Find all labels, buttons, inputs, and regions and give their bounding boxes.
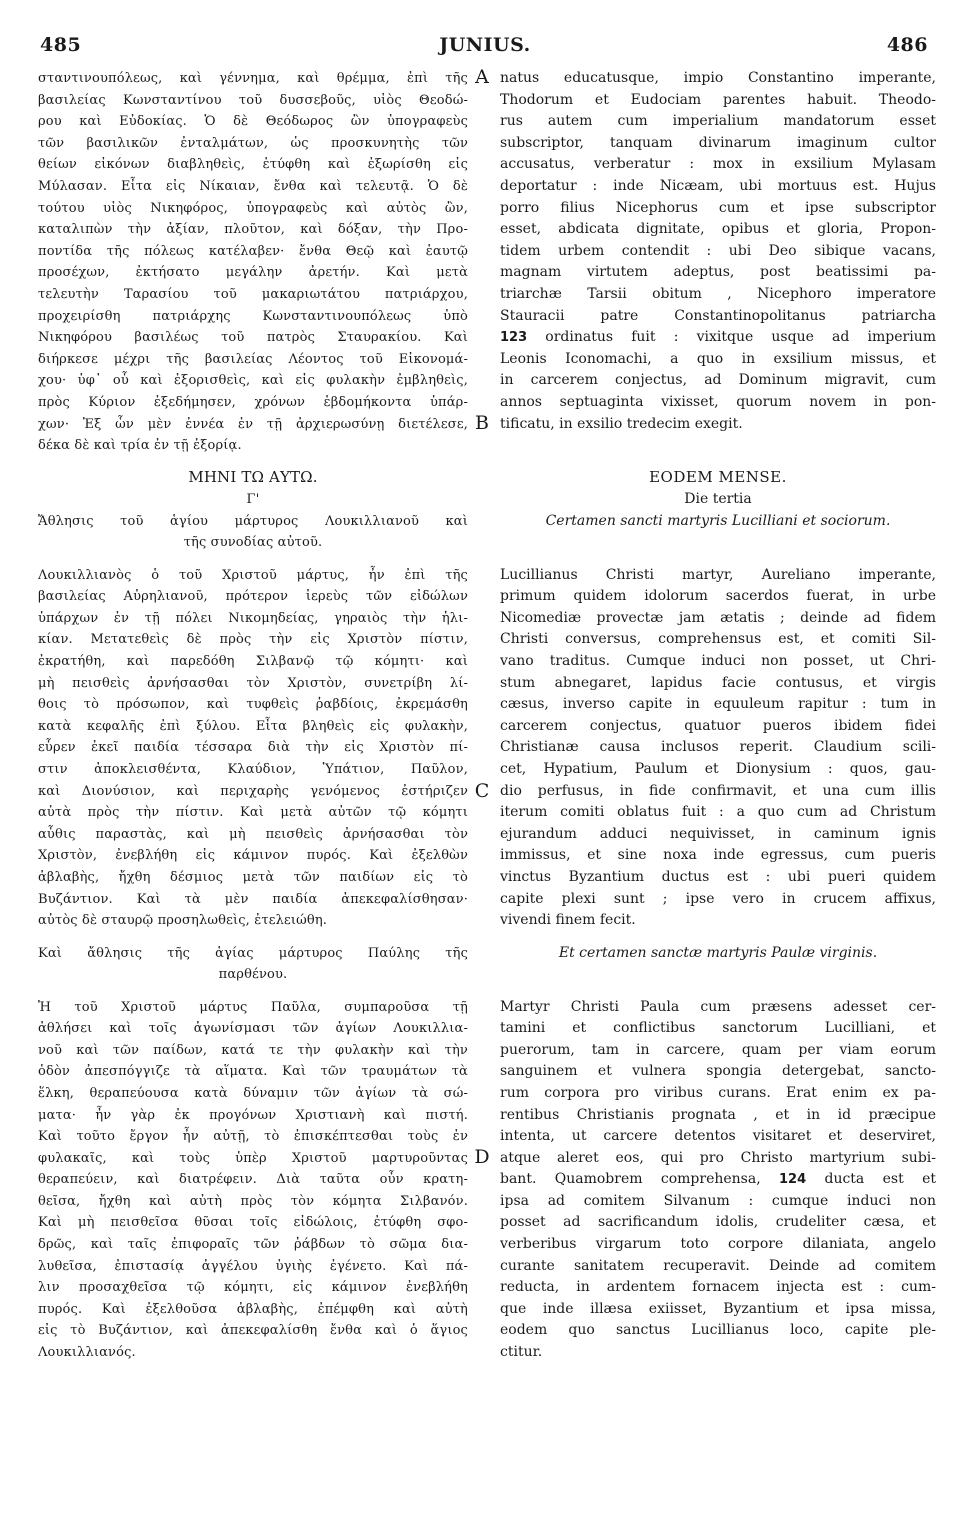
greek-line: τελευτὴν Ταρασίου τοῦ μακαριωτάτου πατριάρχου, (38, 286, 468, 302)
greek-line: φυλακαῖς, καὶ τοὺς ὑπὲρ Χριστοῦ μαρτυροῦντας (38, 1150, 468, 1166)
greek-line: θεραπεύειν, καὶ διατρέφειν. Διὰ ταῦτα οὖν κρατη- (38, 1172, 468, 1188)
greek-line: χων· Ἐξ ὧν μὲν ἐννέα ἐν τῇ ἀρχιερωσύνῃ διετέλεσε, (38, 416, 468, 432)
greek-title-line: Ἄθλησις τοῦ ἁγίου μάρτυρος Λουκιλλιανοῦ καὶ (38, 513, 468, 529)
greek-line: ἀθλήσει καὶ τοῖς ἀγωνίσμασι τῶν ἁγίων Λουκιλλια- (38, 1021, 468, 1037)
greek-line: κατὰ κεφαλῆς ἐπὶ ξύλου. Εἶτα βληθεὶς εἰς φυλακὴν, (38, 718, 468, 734)
latin-paragraph-3 (500, 997, 936, 1364)
latin-line: natus educatusque, impio Constantino imperante, (500, 70, 936, 86)
greek-line: Καὶ τοῦτο ἔργον ἦν αὐτῇ, τὸ ἐπισκέπτεσθαι τοὺς ἐν (38, 1129, 468, 1145)
latin-title-lucillian: Certamen sancti martyris Lucilliani et sociorum. (545, 512, 891, 529)
latin-line: ipsa ad comitem Silvanum : cumque induci non (500, 1192, 936, 1209)
greek-paragraph-2 (38, 565, 468, 932)
greek-line: ὁδὸν ἀπεσπόγγιζε τὰ αἵματα. Καὶ τῶν τραυμάτων τὰ (38, 1064, 468, 1080)
latin-line: rum corpora pro viribus curans. Erat enim ex pa- (500, 1084, 936, 1101)
greek-line: λυθεῖσα, ἐπιστασίᾳ ἀγγέλου ὑγιὴς ἐγένετο. Καὶ πά- (38, 1258, 468, 1274)
latin-line: rus autem cum imperialium mandatorum esset (500, 113, 936, 130)
greek-line: ἐκρατήθη, καὶ παρεδόθη Σιλβανῷ τῷ κόμητι· καὶ (38, 654, 468, 670)
greek-line: αὐτὰ πρὸς τὴν πίστιν. Καὶ μετὰ αὐτῶν τῷ κόμητι (38, 805, 468, 821)
greek-line: πυρός. Καὶ ἐξελθοῦσα ἀβλαβὴς, ἐπέμφθη καὶ αὐτὴ (38, 1301, 468, 1317)
latin-line: capite plexi sunt ; ipse vero in crucem affixus, (500, 890, 936, 907)
greek-line: Λουκιλλιανός. (38, 1345, 136, 1361)
greek-line: χου· ὑφ᾽ οὗ καὶ ἐξορισθεὶς, καὶ εἰς φυλακὴν ἐμβληθεὶς, (38, 373, 468, 389)
latin-line: Lucillianus Christi martyr, Aureliano imperante, (500, 566, 936, 583)
greek-line: νοῦ καὶ τῶν παίδων, κατά τε τὴν φυλακὴν καὶ τὴν (38, 1042, 468, 1058)
greek-line: δέκα δὲ καὶ τρία ἐν τῇ ἐξορίᾳ. (38, 438, 242, 454)
latin-line: iterum comiti oblatus fuit : a quo cum ad Christum (500, 804, 936, 821)
latin-line: primum quidem idolorum sacerdos fuerat, in urbe (500, 588, 936, 605)
greek-line: λιν προσαχθεῖσα τῷ κόμητι, εἰς κάμινον ἐνεβλήθη (38, 1280, 468, 1296)
latin-line: verberibus virgarum toto corpore dilaniata, angelo (500, 1236, 936, 1253)
greek-line: κίαν. Μετατεθεὶς δὲ πρὸς τὴν εἰς Χριστὸν πίστιν, (38, 632, 468, 648)
greek-line: αὖθις παραστὰς, καὶ μὴ πεισθεὶς ἀρνήσασθαι τὸν (38, 826, 468, 842)
greek-paragraph-1 (38, 68, 468, 457)
latin-line: Stauracii patre Constantinopolitanus patriarcha (500, 307, 936, 324)
latin-line: subscriptor, tanquam divinarum imaginum cultor (500, 134, 936, 151)
left-page-number: 485 (40, 34, 82, 56)
greek-line: βασιλείας Κωνσταντίνου τοῦ δυσσεβοῦς, υἱὸς Θεοδώ- (38, 92, 468, 108)
greek-line: θεῖσα, ἤχθη καὶ αὐτὴ πρὸς τὸν κόμητα Σιλβανόν. (38, 1193, 468, 1209)
greek-line: ἀβλαβὴς, ἤχθη δέσμιος μετὰ τῶν παιδίων εἰς τὸ (38, 869, 468, 885)
latin-line-text: bant. Quamobrem comprehensa, (500, 1171, 779, 1188)
latin-line: tidem urbem contendit : ubi Deo sibique vacans, (500, 242, 936, 259)
latin-line-text: ducta est et (806, 1171, 936, 1188)
greek-title-line: τῆς συνοδίας αὐτοῦ. (183, 535, 323, 551)
greek-line: Χριστὸν, ἐνεβλήθη εἰς κάμινον πυρός. Καὶ ἐξελθὼν (38, 848, 468, 864)
latin-paragraph-1 (500, 68, 936, 435)
greek-line: θοις τὸ πρόσωπον, καὶ τυφθεὶς ῥαβδίοις, ἐκρεμάσθη (38, 697, 468, 713)
latin-line: porro filius Nicephorus cum et ipse subscriptor (500, 199, 936, 216)
latin-line: stum abnegaret, lapidus facie contusus, et virgis (500, 674, 936, 691)
latin-paragraph-2 (500, 565, 936, 932)
latin-line: vivendi finem fecit. (500, 912, 636, 929)
greek-line: Βυζάντιον. Καὶ τὰ μὲν παιδία ἀπεκεφαλίσθησαν· (38, 891, 468, 907)
latin-line (500, 327, 936, 349)
latin-line: que inde illæsa exiisset, Byzantium et ipsa missa, (500, 1300, 936, 1317)
greek-line: μὴ πεισθεὶς ἀρνήσασθαι τὸν Χριστὸν, συνετρίβη λί- (38, 675, 468, 691)
greek-line: θείων εἰκόνων διαβληθεὶς, ἐτύφθη καὶ ἐξωρίσθη εἰς (38, 157, 468, 173)
greek-month-heading: ΜΗΝΙ ΤΩ ΑΥΤΩ. (188, 468, 318, 487)
greek-line: Ἡ τοῦ Χριστοῦ μάρτυς Παῦλα, συμπαροῦσα τῇ (38, 999, 468, 1015)
greek-line: τῶν βασιλικῶν ἐνταλμάτων, ὡς προσκυνητὴς τῶν (38, 135, 468, 151)
latin-line: rentibus Christianis prognata , et in id præcipue (500, 1106, 936, 1123)
latin-title-paula: Et certamen sanctæ martyris Paulæ virginis. (558, 944, 878, 961)
latin-line: triarchæ Tarsii obitum , Nicephoro imperatore (500, 285, 936, 302)
latin-line: Nicomediæ provectæ jam ætatis ; deinde ad fidem (500, 609, 936, 626)
latin-line: Christianæ causa inclusos reperit. Claudium scili- (500, 739, 936, 756)
latin-line: deportatur : inde Nicæam, ubi mortuus est. Hujus (500, 177, 936, 194)
margin-marker-d: D (474, 1146, 490, 1168)
greek-line: βασιλείας Αὐρηλιανοῦ, πρότερον ἱερεὺς τῶν εἰδώλων (38, 589, 468, 605)
greek-line: Καὶ μὴ πεισθεῖσα θῦσαι τοῖς εἰδώλοις, ἐτύφθη σφο- (38, 1215, 468, 1231)
greek-line: καὶ Διονύσιον, καὶ περιχαρὴς γενόμενος ἐστήριζεν (38, 783, 468, 799)
latin-line: vano traditus. Cumque induci non posset, ut Chri- (500, 653, 936, 670)
latin-line: magnam virtutem adeptus, post beatissimi pa- (500, 264, 936, 281)
latin-line: carcerem conjectus, quatuor pueros ibidem fidei (500, 717, 936, 734)
latin-line: reducta, in ardentem fornacem injecta est : cum- (500, 1279, 936, 1296)
latin-line: vinctus Byzantium ductus est : ubi pueri quidem (500, 868, 936, 885)
greek-line: εἰς τὸ Βυζάντιον, καὶ ἀπεκεφαλίσθη ἔνθα καὶ ὁ ἅγιος (38, 1323, 468, 1339)
latin-line: tamini et conflictibus sanctorum Lucilliani, et (500, 1020, 936, 1037)
latin-line: in carcerem conjectus, ad Dominum migravit, cum (500, 372, 936, 389)
greek-line: Μύλασαν. Εἶτα εἰς Νίκαιαν, ἔνθα καὶ τελευτᾷ. Ὁ δὲ (38, 178, 468, 194)
latin-line: Martyr Christi Paula cum præsens adesset cer- (500, 998, 936, 1015)
greek-line: τούτου υἱὸς Νικηφόρος, ὑπογραφεὺς καὶ αὐτὸς ὢν, (38, 200, 468, 216)
greek-line: πρὸς Κύριον ἐξεδήμησεν, χρόνων ἑβδομήκοντα ὑπάρ- (38, 394, 468, 410)
latin-line: immissus, et sine noxa inde egressus, cum pueris (500, 847, 936, 864)
greek-line: εὗρεν ἐκεῖ παιδία τέσσαρα διὰ τὴν εἰς Χριστὸν πί- (38, 740, 468, 756)
latin-line: eodem quo sanctus Lucillianus loco, capite ple- (500, 1322, 936, 1339)
latin-line: puerorum, tam in carcere, quam per viam eorum (500, 1041, 936, 1058)
latin-line: Christi conversus, comprehensus est, et comiti Sil- (500, 631, 936, 648)
latin-line: posset ad sacrificandum idolis, crudeliter cæsa, et (500, 1214, 936, 1231)
latin-line: esset, abdicata dignitate, opibus et gloria, Propon- (500, 221, 936, 238)
greek-title-lucillian (38, 511, 468, 554)
latin-line: cet, Hypatium, Paulum et Dionysium : quos, gau- (500, 761, 936, 777)
latin-line-text: ordinatus fuit : vixitque usque ad imperium (527, 329, 936, 346)
latin-line (500, 1169, 936, 1191)
greek-line: Νικηφόρου βασιλέως τοῦ πατρὸς Σταυρακίου. Καὶ (38, 330, 468, 346)
greek-line: ποντίδα τῆς πόλεως κατέλαβεν· ἔνθα Θεῷ καὶ ἑαυτῷ (38, 243, 468, 259)
running-title: JUNIUS. (439, 34, 531, 56)
latin-month-heading: EODEM MENSE. (649, 468, 787, 487)
greek-title-line: παρθένου. (218, 967, 288, 983)
greek-line: ὑπάρχων ἐν τῇ πόλει Νικομηδείας, γηραιὸς τὴν ἡλι- (38, 610, 468, 626)
latin-line: tificatu, in exsilio tredecim exegit. (500, 415, 743, 432)
margin-marker-c: C (474, 780, 490, 802)
latin-line: cæsus, inverso capite in equuleum rapitur : tum in (500, 696, 936, 713)
latin-line: ejurandum adduci nequivisset, in caminum ignis (500, 825, 936, 842)
greek-line: δρῶς, καὶ ταῖς ἐπιφοραῖς τῶν ῥάβδων τὸ σῶμα δια- (38, 1237, 468, 1253)
latin-line: intenta, ut carcere detentos visitaret et deserviret, (500, 1128, 936, 1145)
greek-line: Λουκιλλιανὸς ὁ τοῦ Χριστοῦ μάρτυς, ἦν ἐπὶ τῆς (38, 567, 468, 583)
greek-line: ματα· ἦν γὰρ ἐκ προγόνων Χριστιανὴ καὶ πιστή. (38, 1107, 468, 1123)
latin-line: dio perfusus, in fide confirmavit, et una cum illis (500, 782, 936, 799)
greek-title-paula (38, 943, 468, 986)
latin-line: ctitur. (500, 1344, 543, 1361)
greek-line: διήρκεσε μέχρι τῆς βασιλείας Λέοντος τοῦ Εἰκονομά- (38, 351, 468, 367)
latin-day-heading: Die tertia (684, 491, 752, 508)
margin-marker-b: B (475, 412, 489, 434)
greek-line: αὐτὸς δὲ σταυρῷ προσηλωθεὶς, ἐτελειώθη. (38, 913, 328, 929)
greek-line: καταλιπὼν τὴν ἀξίαν, πλοῦτον, καὶ δόξαν, τὴν Προ- (38, 222, 468, 238)
greek-title-line: Καὶ ἄθλησις τῆς ἁγίας μάρτυρος Παύλης τῆς (38, 945, 468, 961)
latin-line: annos septuaginta vixisset, quorum novem in pon- (500, 393, 936, 410)
greek-line: ρου καὶ Εὐδοκίας. Ὁ δὲ Θεόδωρος ὢν ὑπογραφεὺς (38, 114, 468, 130)
greek-day-heading: Γ' (246, 492, 260, 508)
latin-line: Thodorum et Eudociam parentes habuit. Theodo- (500, 91, 936, 108)
latin-line: sanguinem et vulnera spongia detergebat, sancto- (500, 1063, 936, 1080)
latin-line: accusatus, verberatur : mox in exsilium Mylasam (500, 156, 936, 173)
greek-line: στιν ἀποκλεισθέντα, Κλαύδιον, Ὑπάτιον, Παῦλον, (38, 762, 468, 777)
greek-column (38, 68, 468, 1364)
greek-line: σταντινουπόλεως, καὶ γέννημα, καὶ θρέμμα, ἐπὶ τῆς (38, 71, 468, 86)
latin-column (500, 68, 936, 1364)
section-number-123: 123 (500, 330, 528, 346)
section-number-124: 124 (779, 1172, 807, 1188)
greek-line: προσέχων, ἐκτήσατο μεγάλην ἀρετήν. Καὶ μετὰ (38, 265, 468, 281)
greek-paragraph-3 (38, 997, 468, 1364)
latin-line: atque aleret eos, qui pro Christo martyrium subi- (500, 1149, 936, 1166)
latin-line: curante sanitatem recuperavit. Deinde ad comitem (500, 1257, 936, 1274)
right-page-number: 486 (886, 34, 928, 56)
greek-line: ἕλκη, θεραπεύουσα κατὰ δύναμιν τῶν ἁγίων τὰ σώ- (38, 1085, 468, 1101)
margin-marker-a: A (475, 66, 489, 88)
latin-line: Leonis Iconomachi, a quo in exsilium missus, et (500, 350, 936, 367)
greek-line: προχειρίσθη πατριάρχης Κωνσταντινουπόλεως ὑπὸ (38, 308, 468, 324)
